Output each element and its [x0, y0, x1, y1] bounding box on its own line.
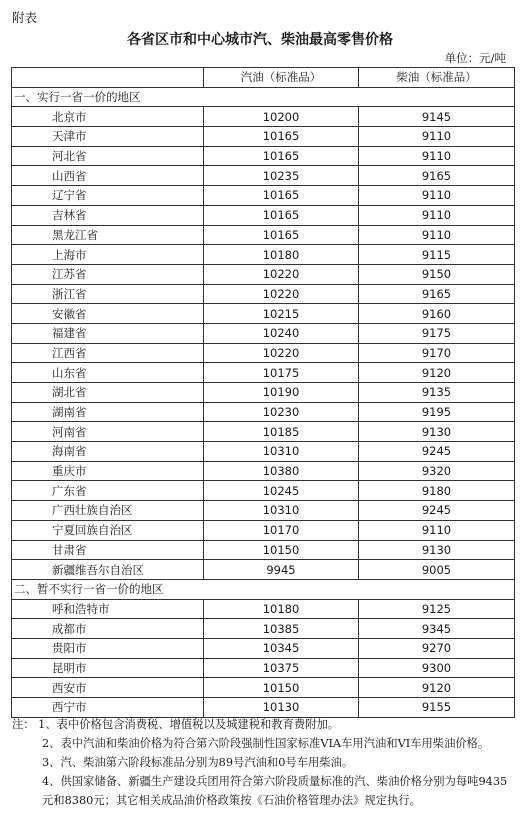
- header-diesel: 柴油（标准品）: [359, 68, 515, 88]
- region-name: 北京市: [12, 107, 204, 127]
- region-name: 西宁市: [12, 698, 204, 718]
- diesel-price: 9115: [359, 245, 515, 265]
- region-name: 河北省: [12, 146, 204, 166]
- region-name: 昆明市: [12, 658, 204, 678]
- region-name: 河南省: [12, 422, 204, 442]
- table-row: [12, 402, 515, 422]
- diesel-price: 9160: [359, 304, 515, 324]
- gasoline-price: 10180: [204, 245, 359, 265]
- gasoline-price: 10240: [204, 323, 359, 343]
- region-name: 湖北省: [12, 383, 204, 403]
- region-name: 重庆市: [12, 461, 204, 481]
- gasoline-price: 10150: [204, 678, 359, 698]
- table-row: [12, 383, 515, 403]
- diesel-price: 9110: [359, 146, 515, 166]
- table-row: [12, 658, 515, 678]
- table-row: [12, 619, 515, 639]
- region-name: 上海市: [12, 245, 204, 265]
- table-row: [12, 481, 515, 501]
- diesel-price: 9110: [359, 186, 515, 206]
- region-name: 海南省: [12, 442, 204, 462]
- table-row: [12, 284, 515, 304]
- diesel-price: 9125: [359, 599, 515, 619]
- diesel-price: 9155: [359, 698, 515, 718]
- table-row: [12, 560, 515, 580]
- diesel-price: 9110: [359, 225, 515, 245]
- diesel-price: 9345: [359, 619, 515, 639]
- gasoline-price: 10220: [204, 284, 359, 304]
- gasoline-price: 10165: [204, 127, 359, 147]
- diesel-price: 9150: [359, 264, 515, 284]
- region-name: 山西省: [12, 166, 204, 186]
- note-2: 2、表中汽油和柴油价格为符合第六阶段强制性国家标准VIA车用汽油和VI车用柴油价格。: [42, 737, 490, 750]
- section-row: [12, 579, 515, 599]
- table-row: [12, 107, 515, 127]
- table-row: [12, 599, 515, 619]
- diesel-price: 9180: [359, 481, 515, 501]
- diesel-price: 9135: [359, 383, 515, 403]
- region-name: 辽宁省: [12, 186, 204, 206]
- diesel-price: 9130: [359, 422, 515, 442]
- diesel-price: 9245: [359, 501, 515, 521]
- gasoline-price: 10385: [204, 619, 359, 639]
- gasoline-price: 10170: [204, 520, 359, 540]
- region-name: 宁夏回族自治区: [12, 520, 204, 540]
- gasoline-price: 10310: [204, 442, 359, 462]
- region-name: 江西省: [12, 343, 204, 363]
- unit-label: 单位：元/吨: [444, 51, 506, 65]
- gasoline-price: 10200: [204, 107, 359, 127]
- attachment-label: 附表: [12, 10, 38, 25]
- table-row: [12, 225, 515, 245]
- table-header-row: [12, 68, 515, 88]
- notes: [12, 715, 512, 810]
- diesel-price: 9120: [359, 363, 515, 383]
- table-row: [12, 678, 515, 698]
- gasoline-price: 9945: [204, 560, 359, 580]
- diesel-price: 9110: [359, 127, 515, 147]
- region-name: 贵阳市: [12, 638, 204, 658]
- table-row: [12, 146, 515, 166]
- gasoline-price: 10215: [204, 304, 359, 324]
- diesel-price: 9175: [359, 323, 515, 343]
- region-name: 湖南省: [12, 402, 204, 422]
- region-name: 成都市: [12, 619, 204, 639]
- table-row: [12, 520, 515, 540]
- header-gasoline: 汽油（标准品）: [204, 68, 359, 88]
- section-title: 一、实行一省一价的地区: [12, 87, 515, 107]
- table-row: [12, 363, 515, 383]
- table-row: [12, 245, 515, 265]
- gasoline-price: 10150: [204, 540, 359, 560]
- table-row: [12, 186, 515, 206]
- gasoline-price: 10165: [204, 225, 359, 245]
- region-name: 新疆维吾尔自治区: [12, 560, 204, 580]
- header-region: [12, 68, 204, 88]
- gasoline-price: 10165: [204, 146, 359, 166]
- diesel-price: 9120: [359, 678, 515, 698]
- diesel-price: 9165: [359, 166, 515, 186]
- region-name: 浙江省: [12, 284, 204, 304]
- region-name: 西安市: [12, 678, 204, 698]
- note-1: 注： 1、表中价格包含消费税、增值税以及城建税和教育费附加。: [12, 718, 340, 731]
- diesel-price: 9005: [359, 560, 515, 580]
- table-row: [12, 343, 515, 363]
- table-row: [12, 442, 515, 462]
- table-row: [12, 461, 515, 481]
- diesel-price: 9170: [359, 343, 515, 363]
- gasoline-price: 10245: [204, 481, 359, 501]
- gasoline-price: 10165: [204, 186, 359, 206]
- region-name: 黑龙江省: [12, 225, 204, 245]
- gasoline-price: 10185: [204, 422, 359, 442]
- gasoline-price: 10175: [204, 363, 359, 383]
- diesel-price: 9110: [359, 205, 515, 225]
- diesel-price: 9270: [359, 638, 515, 658]
- table-row: [12, 323, 515, 343]
- region-name: 广东省: [12, 481, 204, 501]
- region-name: 山东省: [12, 363, 204, 383]
- diesel-price: 9165: [359, 284, 515, 304]
- gasoline-price: 10380: [204, 461, 359, 481]
- table-row: [12, 304, 515, 324]
- diesel-price: 9320: [359, 461, 515, 481]
- note-3: 3、汽、柴油第六阶段标准品分别为89号汽油和0号车用柴油。: [42, 756, 354, 769]
- document-title: 各省区市和中心城市汽、柴油最高零售价格: [127, 32, 393, 48]
- gasoline-price: 10165: [204, 205, 359, 225]
- gasoline-price: 10130: [204, 698, 359, 718]
- region-name: 广西壮族自治区: [12, 501, 204, 521]
- section-title: 二、暂不实行一省一价的地区: [12, 579, 515, 599]
- region-name: 福建省: [12, 323, 204, 343]
- gasoline-price: 10220: [204, 264, 359, 284]
- region-name: 甘肃省: [12, 540, 204, 560]
- diesel-price: 9195: [359, 402, 515, 422]
- section-row: [12, 87, 515, 107]
- region-name: 江苏省: [12, 264, 204, 284]
- table-row: [12, 205, 515, 225]
- region-name: 安徽省: [12, 304, 204, 324]
- gasoline-price: 10375: [204, 658, 359, 678]
- table-row: [12, 264, 515, 284]
- gasoline-price: 10190: [204, 383, 359, 403]
- region-name: 吉林省: [12, 205, 204, 225]
- price-table: [11, 67, 515, 718]
- gasoline-price: 10345: [204, 638, 359, 658]
- diesel-price: 9245: [359, 442, 515, 462]
- table-row: [12, 501, 515, 521]
- diesel-price: 9130: [359, 540, 515, 560]
- table-row: [12, 638, 515, 658]
- region-name: 呼和浩特市: [12, 599, 204, 619]
- gasoline-price: 10310: [204, 501, 359, 521]
- table-row: [12, 127, 515, 147]
- gasoline-price: 10235: [204, 166, 359, 186]
- gasoline-price: 10180: [204, 599, 359, 619]
- diesel-price: 9110: [359, 520, 515, 540]
- note-4: 4、供国家储备、新疆生产建设兵团用符合第六阶段质量标准的汽、柴油价格分别为每吨9435元和8380元；其它相关成品油价格政策按《石油价格管理办法》规定执行。: [42, 775, 508, 807]
- table-row: [12, 166, 515, 186]
- diesel-price: 9145: [359, 107, 515, 127]
- gasoline-price: 10220: [204, 343, 359, 363]
- gasoline-price: 10230: [204, 402, 359, 422]
- table-row: [12, 540, 515, 560]
- region-name: 天津市: [12, 127, 204, 147]
- diesel-price: 9300: [359, 658, 515, 678]
- table-row: [12, 422, 515, 442]
